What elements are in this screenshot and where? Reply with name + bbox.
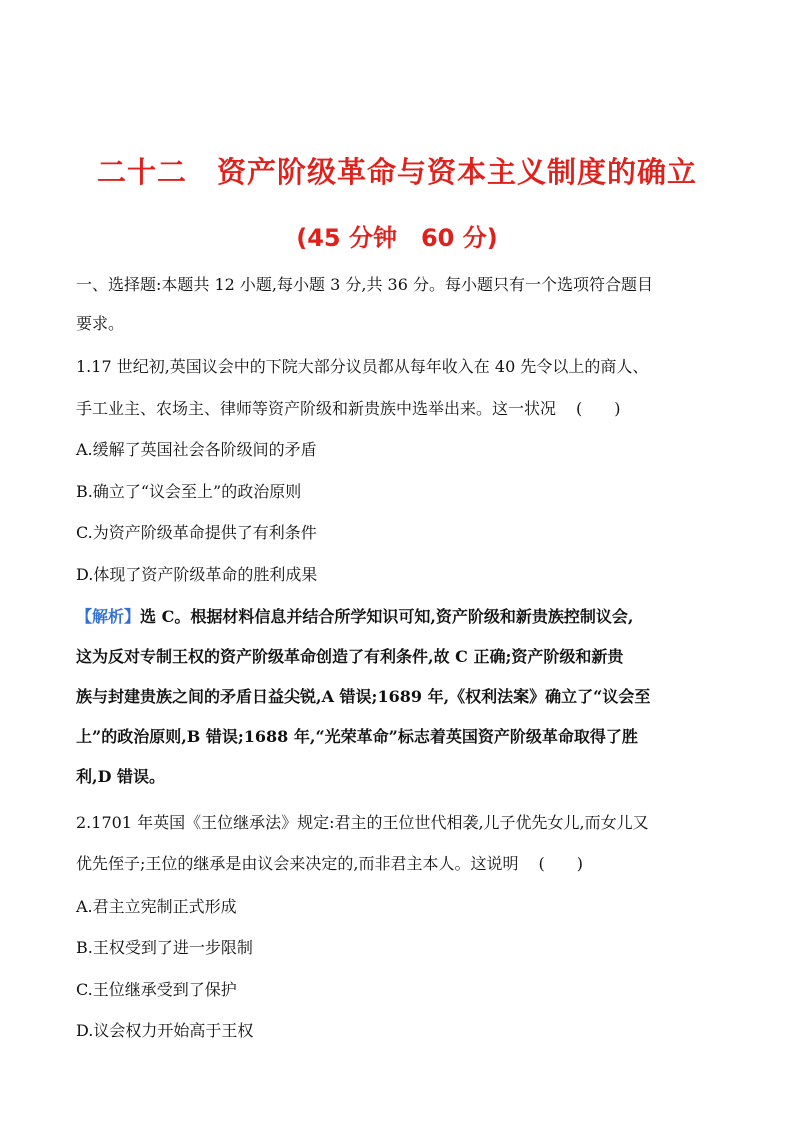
q2-option-d: D.议会权力开始高于王权 bbox=[76, 1021, 254, 1040]
q1-option-b: B.确立了“议会至上”的政治原则 bbox=[76, 482, 302, 501]
q1-stem-line-1: 1.17 世纪初,英国议会中的下院大部分议员都从每年收入在 40 先令以上的商人、 bbox=[76, 357, 649, 376]
analysis-line-1 bbox=[76, 607, 726, 647]
q1-stem-line-2 bbox=[76, 399, 726, 419]
analysis-line-5: 利,D 错误。 bbox=[76, 767, 166, 786]
page-subtitle: (45 分钟 60 分) bbox=[296, 224, 498, 252]
q1-option-d: D.体现了资产阶级革命的胜利成果 bbox=[76, 565, 318, 584]
q2-option-a: A.君主立宪制正式形成 bbox=[76, 897, 237, 916]
q2-answer-paren: ( ) bbox=[538, 854, 583, 873]
section-intro-line-1: 一、选择题:本题共 12 小题,每小题 3 分,共 36 分。每小题只有一个选项符合题目 bbox=[76, 275, 653, 294]
analysis-line-2: 这为反对专制王权的资产阶级革命创造了有利条件,故 C 正确;资产阶级和新贵 bbox=[76, 647, 624, 666]
q2-option-b: B.王权受到了进一步限制 bbox=[76, 938, 253, 957]
q2-stem-line-1: 2.1701 年英国《王位继承法》规定:君主的王位世代相袭,儿子优先女儿,而女儿又 bbox=[76, 813, 649, 832]
analysis-line-3: 族与封建贵族之间的矛盾日益尖锐,A 错误;1689 年,《权利法案》确立了“议会至 bbox=[76, 687, 651, 706]
analysis-line-4: 上”的政治原则,B 错误;1688 年,“光荣革命”标志着英国资产阶级革命取得了胜 bbox=[76, 727, 638, 746]
q2-option-c: C.王位继承受到了保护 bbox=[76, 980, 237, 999]
q1-option-a: A.缓解了英国社会各阶级间的矛盾 bbox=[76, 440, 317, 459]
q1-analysis bbox=[76, 607, 726, 807]
q1-stem-text: 手工业主、农场主、律师等资产阶级和新贵族中选举出来。这一状况 bbox=[76, 399, 557, 418]
q1-option-c: C.为资产阶级革命提供了有利条件 bbox=[76, 523, 317, 542]
page-title: 二十二 资产阶级革命与资本主义制度的确立 bbox=[96, 155, 697, 189]
analysis-tag: 【解析】 bbox=[76, 607, 141, 626]
q2-stem-line-2 bbox=[76, 854, 726, 874]
q2-stem-text: 优先侄子;王位的继承是由议会来决定的,而非君主本人。这说明 bbox=[76, 854, 519, 873]
analysis-text-1: 选 C。根据材料信息并结合所学知识可知,资产阶级和新贵族控制议会, bbox=[140, 607, 634, 626]
q1-answer-paren: ( ) bbox=[576, 399, 621, 418]
section-intro-line-2: 要求。 bbox=[76, 314, 125, 333]
